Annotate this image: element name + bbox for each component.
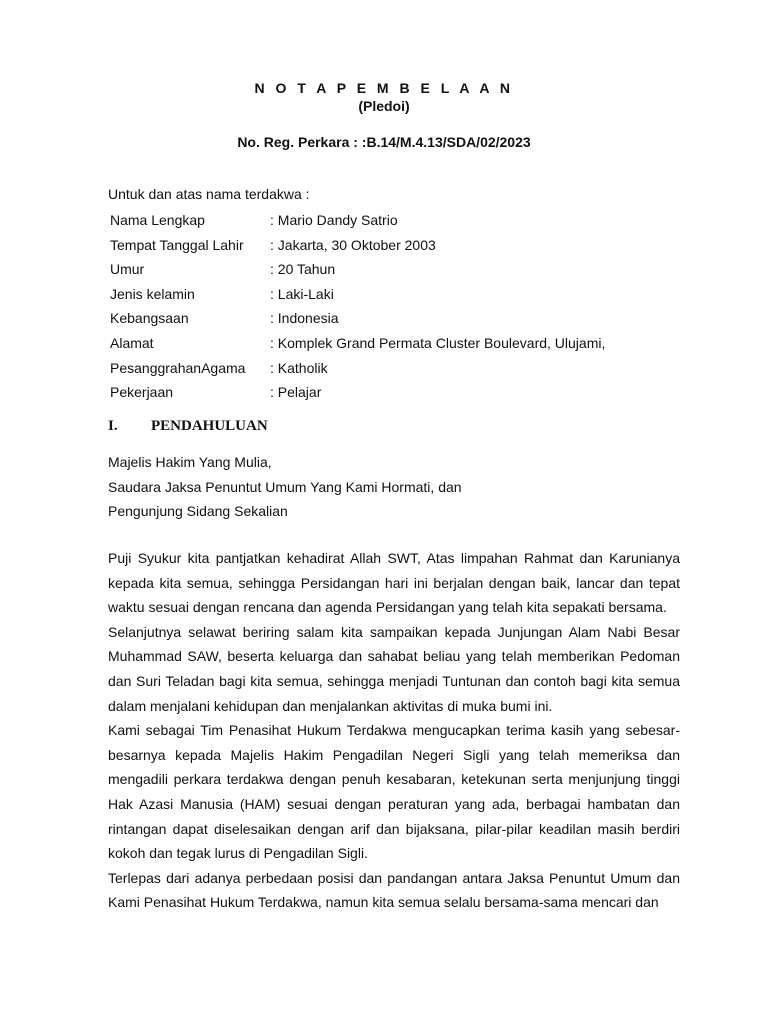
info-value: : Komplek Grand Permata Cluster Boulevard, Ulujami, (270, 334, 606, 351)
info-value: : Indonesia (270, 310, 339, 327)
info-value: : 20 Tahun (270, 261, 336, 278)
body-text (108, 546, 680, 915)
info-value: : Pelajar (270, 384, 322, 401)
paragraph: Selanjutnya selawat beriring salam kita sampaikan kepada Junjungan Alam Nabi Besar Muhammad SAW, beserta keluarga dan sahabat beliau yang telah memberikan Pedoman dan Suri Teladan bagi kita semua, sehingga menjadi Tuntunan dan contoh bagi kita semua dalam menjalani kehidupan dan menjalankan aktivitas di muka bumi ini. (108, 623, 680, 714)
salutation-line: Saudara Jaksa Penuntut Umum Yang Kami Hormati, dan (108, 478, 462, 495)
intro-line: Untuk dan atas nama terdakwa : (108, 186, 310, 202)
info-label: Jenis kelamin (110, 285, 195, 302)
document-title: N O T A P E M B E L A A N (254, 80, 514, 96)
info-label: PesanggrahanAgama (110, 359, 246, 376)
case-registration-number: No. Reg. Perkara : :B.14/M.4.13/SDA/02/2023 (237, 134, 531, 150)
section-title: PENDAHULUAN (151, 418, 268, 434)
info-value: : Laki-Laki (270, 285, 334, 302)
info-label: Pekerjaan (110, 384, 174, 401)
info-label: Kebangsaan (110, 310, 189, 327)
paragraph: Kami sebagai Tim Penasihat Hukum Terdakwa mengucapkan terima kasih yang sebesar-besarnya kepada Majelis Hakim Pengadilan Negeri Sigli yang telah memeriksa dan mengadili perkara terdakwa dengan penuh kesabaran, ketekunan serta menjunjung tinggi Hak Azasi Manusia (HAM) sesuai dengan peraturan yang ada, berbagai hambatan dan rintangan dapat diselesaikan dengan arif dan bijaksana, pilar-pilar keadilan masih berdiri kokoh dan tegak lurus di Pengadilan Sigli. (108, 722, 680, 862)
info-value: : Jakarta, 30 Oktober 2003 (270, 236, 436, 253)
salutation-line: Majelis Hakim Yang Mulia, (108, 454, 272, 470)
section-number: I. (108, 418, 118, 434)
info-label: Alamat (110, 334, 154, 351)
paragraph: Terlepas dari adanya perbedaan posisi dan pandangan antara Jaksa Penuntut Umum dan Kami Penasihat Hukum Terdakwa, namun kita semua selalu bersama-sama mencari dan (108, 869, 680, 911)
salutation (108, 452, 462, 526)
info-label: Tempat Tanggal Lahir (110, 236, 244, 253)
info-value: : Katholik (270, 359, 328, 376)
paragraph: Puji Syukur kita pantjatkan kehadirat Allah SWT, Atas limpahan Rahmat dan Karunianya kepada kita semua, sehingga Persidangan hari ini berjalan dengan baik, lancar dan tepat waktu sesuai dengan rencana dan agenda Persidangan yang telah kita sepakati bersama. (108, 550, 680, 616)
document-subtitle: (Pledoi) (358, 98, 410, 114)
info-label: Umur (110, 261, 145, 278)
info-value: : Mario Dandy Satrio (270, 212, 398, 228)
info-label: Nama Lengkap (110, 212, 205, 228)
salutation-line: Pengunjung Sidang Sekalian (108, 503, 288, 520)
